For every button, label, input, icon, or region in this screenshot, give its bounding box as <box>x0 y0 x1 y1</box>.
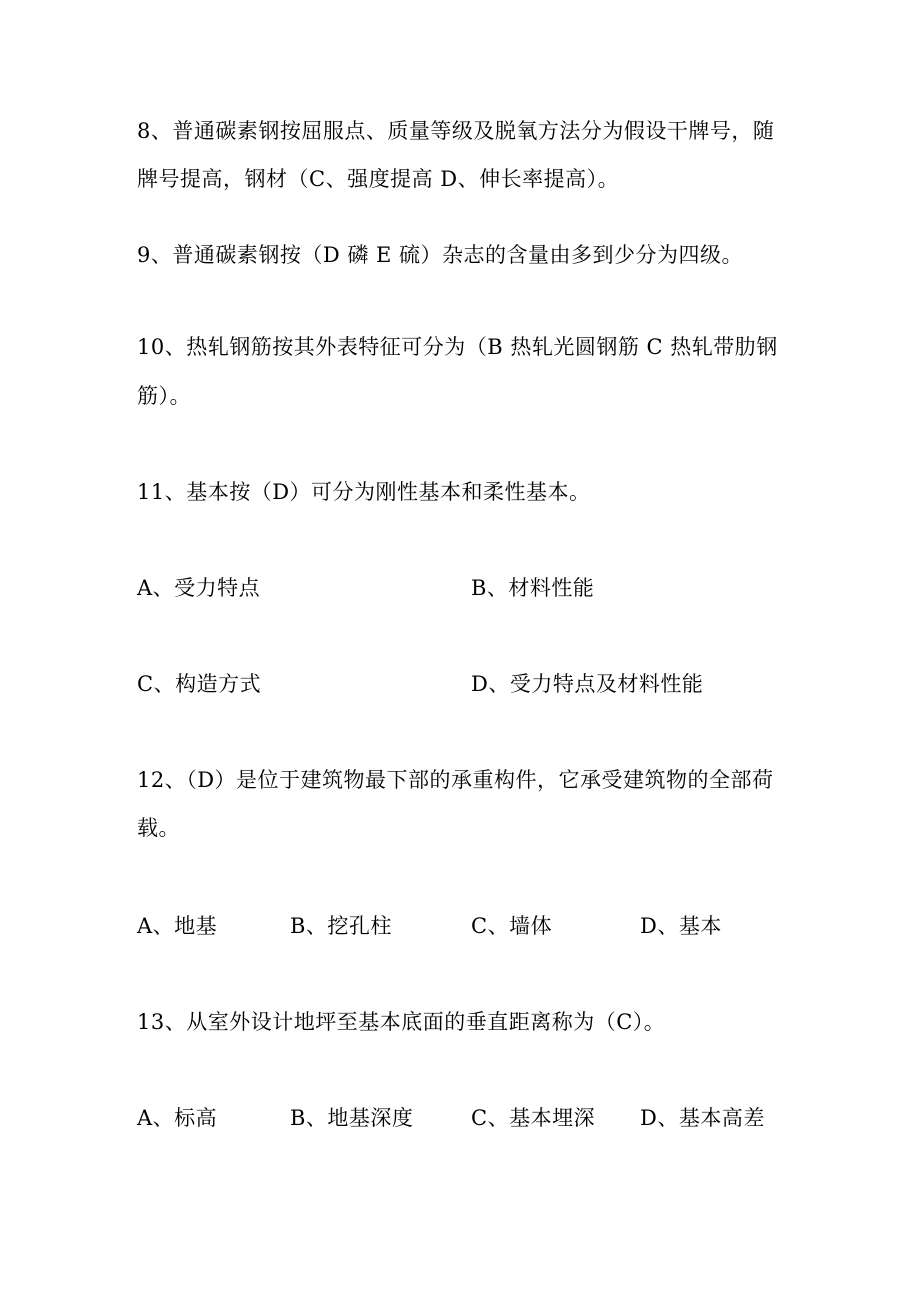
question-13-option-d: D、基本高差 <box>640 1106 765 1130</box>
question-11-option-c: C、构造方式 <box>137 672 262 696</box>
question-12-option-b: B、挖孔柱 <box>290 914 392 938</box>
question-13-option-b: B、地基深度 <box>290 1106 414 1130</box>
question-11-line-1: 11、基本按（D）可分为刚性基本和柔性基本。 <box>137 480 591 504</box>
question-13-option-c: C、基本埋深 <box>471 1106 596 1130</box>
question-10-line-1: 10、热轧钢筋按其外表特征可分为（B 热轧光圆钢筋 C 热轧带肋钢 <box>137 335 778 359</box>
question-13-option-a: A、标高 <box>137 1106 218 1130</box>
question-12-line-1: 12、（D）是位于建筑物最下部的承重构件，它承受建筑物的全部荷 <box>137 768 774 792</box>
question-13-line-1: 13、从室外设计地坪至基本底面的垂直距离称为（C）。 <box>137 1010 666 1034</box>
question-12-line-2: 载。 <box>137 816 180 840</box>
question-11-option-a: A、受力特点 <box>137 576 261 600</box>
question-12-option-c: C、墙体 <box>471 914 553 938</box>
question-8-line-1: 8、普通碳素钢按屈服点、质量等级及脱氧方法分为假设干牌号，随 <box>137 119 775 143</box>
question-11-option-b: B、材料性能 <box>471 576 595 600</box>
question-9-line-1: 9、普通碳素钢按（D 磷 E 硫）杂志的含量由多到少分为四级。 <box>137 243 744 267</box>
question-8-line-2: 牌号提高，钢材（C、强度提高 D、伸长率提高）。 <box>137 167 620 191</box>
question-11-option-d: D、受力特点及材料性能 <box>471 672 704 696</box>
question-10-line-2: 筋）。 <box>137 384 191 408</box>
question-12-option-a: A、地基 <box>137 914 218 938</box>
question-12-option-d: D、基本 <box>640 914 722 938</box>
